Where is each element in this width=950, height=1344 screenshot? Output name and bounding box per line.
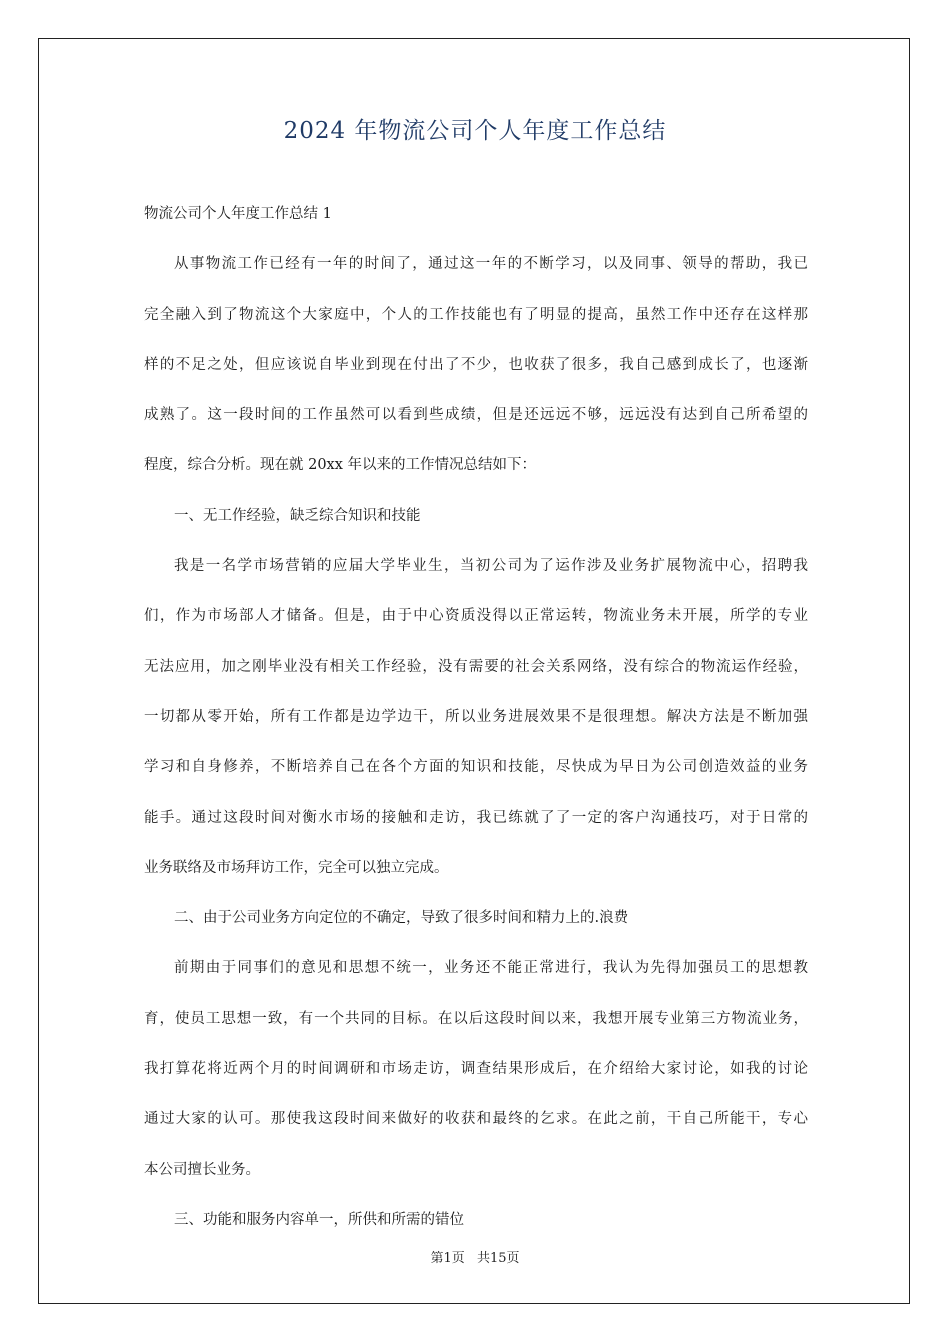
text-line: 本公司擅长业务。 — [144, 1161, 260, 1178]
text-line: 完全融入到了物流这个大家庭中，个人的工作技能也有了明显的提高，虽然工作中还存在这样那 — [144, 306, 808, 323]
text-line: 成熟了。这一段时间的工作虽然可以看到些成绩，但是还远远不够，远远没有达到自己所希望的 — [144, 407, 808, 424]
document-title: 2024 年物流公司个人年度工作总结 — [283, 118, 667, 144]
text-line: 二、由于公司业务方向定位的不确定，导致了很多时间和精力上的.浪费 — [174, 910, 629, 927]
text-line: 物流公司个人年度工作总结 1 — [144, 206, 332, 222]
page-number: 第1页 — [430, 1251, 465, 1266]
text-line: 育，使员工思想一致，有一个共同的目标。在以后这段时间以来，我想开展专业第三方物流业务， — [144, 1010, 808, 1027]
text-line: 无法应用，加之刚毕业没有相关工作经验，没有需要的社会关系网络，没有综合的物流运作经验， — [144, 658, 808, 675]
text-line: 通过大家的认可。那使我这段时间来做好的收获和最终的乞求。在此之前，干自己所能干，专心 — [144, 1111, 808, 1128]
text-line: 业务联络及市场拜访工作，完全可以独立完成。 — [144, 859, 449, 876]
text-line: 前期由于同事们的意见和思想不统一，业务还不能正常进行，我认为先得加强员工的思想教 — [174, 960, 808, 977]
text-line: 一、无工作经验，缺乏综合知识和技能 — [174, 507, 421, 524]
text-line: 学习和自身修养，不断培养自己在各个方面的知识和技能，尽快成为早日为公司创造效益的业务 — [144, 759, 808, 776]
text-line: 我是一名学市场营销的应届大学毕业生，当初公司为了运作涉及业务扩展物流中心，招聘我 — [174, 558, 808, 575]
text-line: 程度，综合分析。现在就 20xx 年以来的工作情况总结如下： — [144, 457, 537, 474]
text-line: 我打算花将近两个月的时间调研和市场走访，调查结果形成后，在介绍给大家讨论，如我的讨论 — [144, 1061, 808, 1078]
page-footer — [0, 1247, 950, 1266]
text-line: 能手。通过这段时间对衡水市场的接触和走访，我已练就了了一定的客户沟通技巧，对于日常的 — [144, 809, 808, 826]
page-total: 共15页 — [476, 1251, 520, 1266]
document-body — [144, 200, 808, 1256]
text-line: 一切都从零开始，所有工作都是边学边干，所以业务进展效果不是很理想。解决方法是不断加强 — [144, 708, 808, 725]
text-line: 从事物流工作已经有一年的时间了，通过这一年的不断学习，以及同事、领导的帮助，我已 — [174, 256, 808, 273]
text-line: 们，作为市场部人才储备。但是，由于中心资质没得以正常运转，物流业务未开展，所学的专业 — [144, 608, 808, 625]
text-line: 样的不足之处，但应该说自毕业到现在付出了不少，也收获了很多，我自己感到成长了，也逐渐 — [144, 356, 808, 373]
text-line: 三、功能和服务内容单一，所供和所需的错位 — [174, 1211, 464, 1228]
